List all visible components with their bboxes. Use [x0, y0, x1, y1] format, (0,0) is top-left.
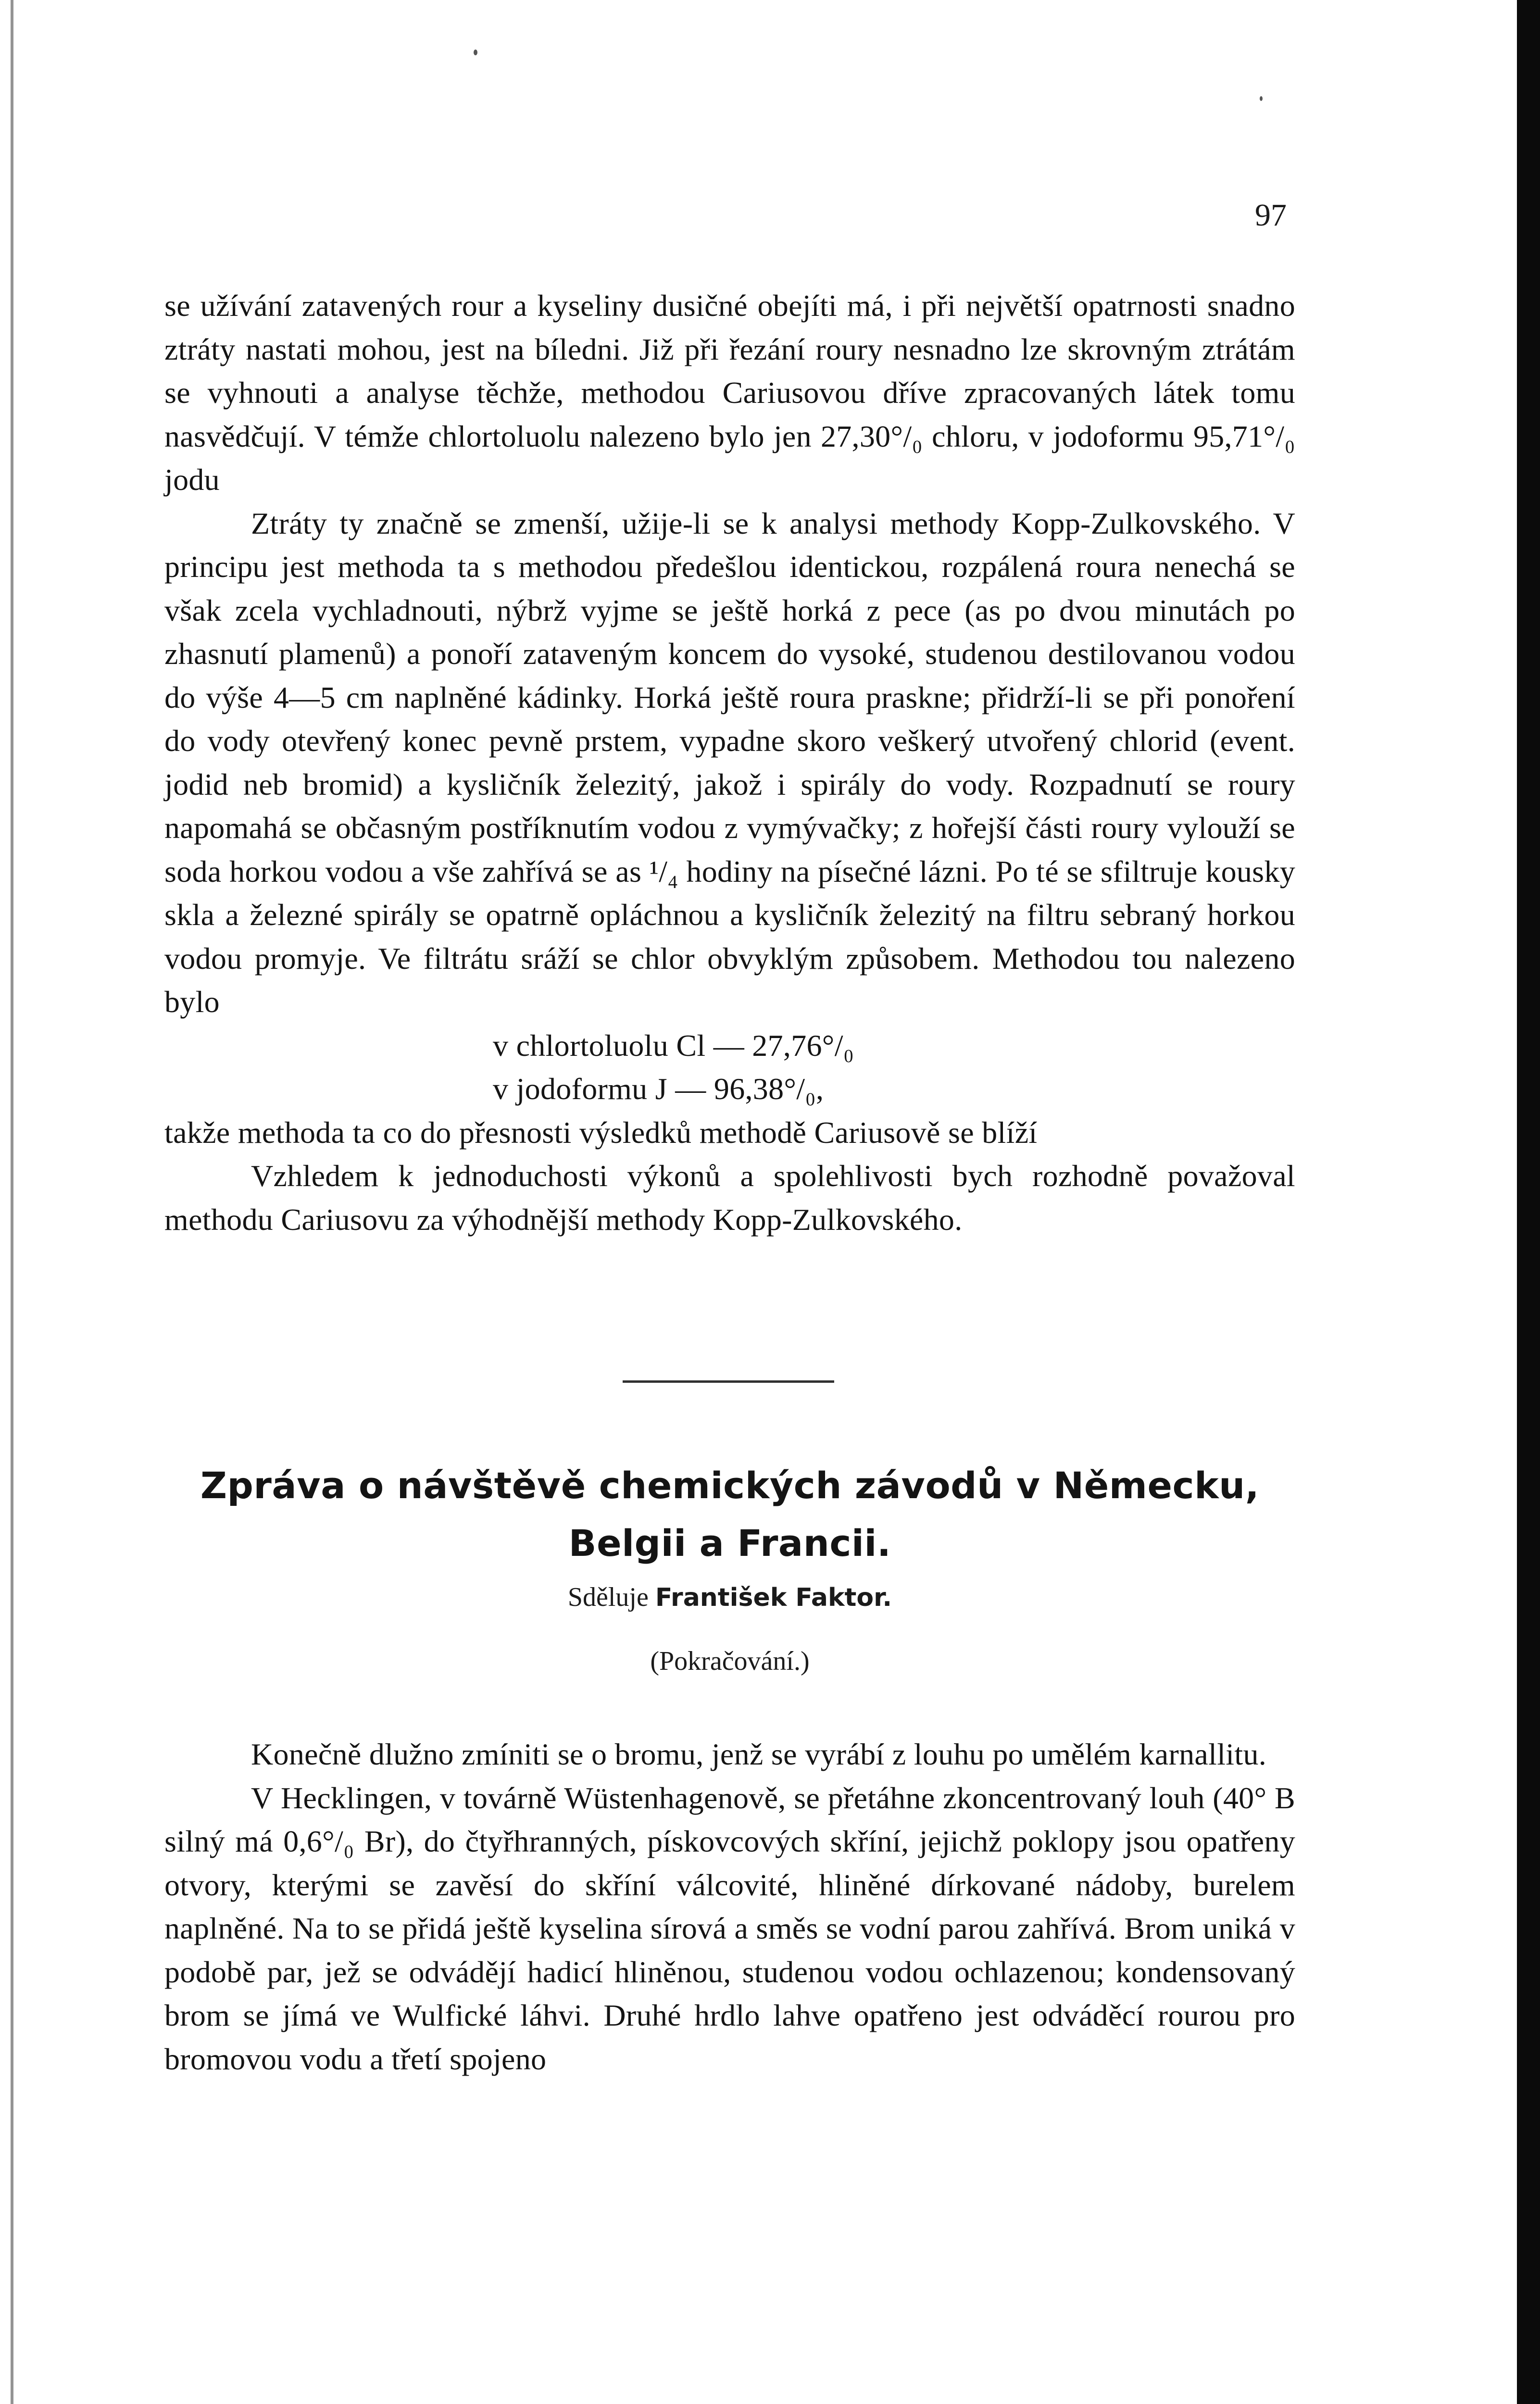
scan-speck [1260, 96, 1263, 101]
paragraph: Vzhledem k jednoduchosti výkonů a spolehlivosti bych rozhodně považoval methodu Cariusovu za výhodnější methody Kopp-Zulkovského. [164, 1159, 1295, 1237]
continued-note: (Pokračování.) [650, 1646, 810, 1676]
paragraph: se užívání zatavených rour a kyseliny dusičné obejíti má, i při největší opatrnosti snadno ztráty nastati mohou, jest na bíledni. Již při řezání roury nesnadno lze skrovným ztrátám se vyhnouti a analyse těchže, methodou Cariusovou dříve zpracovaných látek tomu nasvědčují. V témže chlortoluolu nalezeno bylo jen 27,30°/₀ chloru, v jodoformu 95,71°/₀ jodu [164, 288, 1295, 497]
author-prefix: Sděluje [567, 1582, 649, 1612]
author-name: František Faktor. [655, 1583, 892, 1612]
scan-speck [474, 50, 477, 55]
paragraph: Ztráty ty značně se zmenší, užije-li se k analysi methody Kopp-Zulkovského. V principu jest methoda ta s methodou předešlou identickou, rozpálená roura nenechá se však zcela vychladnouti, nýbrž vyjme se ještě horká z pece (as po dvou minutách po zhasnutí plamenů) a ponoří zataveným koncem do vysoké, studenou destilovanou vodou do výše 4—5 cm naplněné kádinky. Horká ještě roura praskne; přidrží-li se při ponoření do vody otevřený konec pevně prstem, vypadne skoro veškerý utvořený chlorid (event. jodid neb bromid) a kysličník železitý, jakož i spirály do vody. Rozpadnutí se roury napomahá se občasným postříknutím vodou z vymývačky; z hořejší části roury vylouží se soda horkou vodou a vše zahřívá se as ¹/₄ hodiny na písečné lázni. Po té se sfiltruje kousky skla a železné spirály se opatrně opláchnou a kysličník železitý na filtru sebraný horkou vodou promyje. Ve filtrátu sráží se chlor obvyklým způsobem. Methodou tou nalezeno bylo [164, 506, 1295, 1019]
result-line-chlortoluol: v chlortoluolu Cl — 27,76°/₀ [493, 1028, 854, 1063]
result-line-jodoform: v jodoformu J — 96,38°/₀, [493, 1072, 824, 1106]
paragraph: V Hecklingen, v továrně Wüstenhagenově, se přetáhne zkoncentrovaný louh (40° B silný má 0,6°/₀ Br), do čtyřhranných, pískovcových skříní, jejichž poklopy jsou opatřeny otvory, kterými se zavěsí do skříní válcovité, hliněné dírkované nádoby, burelem naplněné. Na to se přidá ještě kyselina sírová a směs se vodní parou zahřívá. Brom uniká v podobě par, jež se odvádějí hadicí hliněnou, studenou vodou ochlazenou; kondensovaný brom se jímá ve Wulfické láhvi. Druhé hrdlo lahve opatřeno jest odváděcí rourou pro bromovou vodu a třetí spojeno [164, 1780, 1295, 2076]
paragraph: Konečně dlužno zmíniti se o bromu, jenž se vyrábí z louhu po umělém karnallitu. [251, 1737, 1267, 1771]
section-1-body [164, 284, 1295, 1241]
scan-edge-line [11, 0, 13, 2404]
article-title: Zpráva o návštěvě chemických závodů v Německu, Belgii a Francii. [200, 1464, 1260, 1565]
page-number: 97 [1255, 198, 1287, 233]
section-divider [623, 1380, 834, 1383]
paragraph: takže methoda ta co do přesnosti výsledků methodě Cariusově se blíží [164, 1115, 1038, 1150]
author-line [164, 1582, 1295, 1613]
section-2-body [164, 1733, 1295, 2081]
